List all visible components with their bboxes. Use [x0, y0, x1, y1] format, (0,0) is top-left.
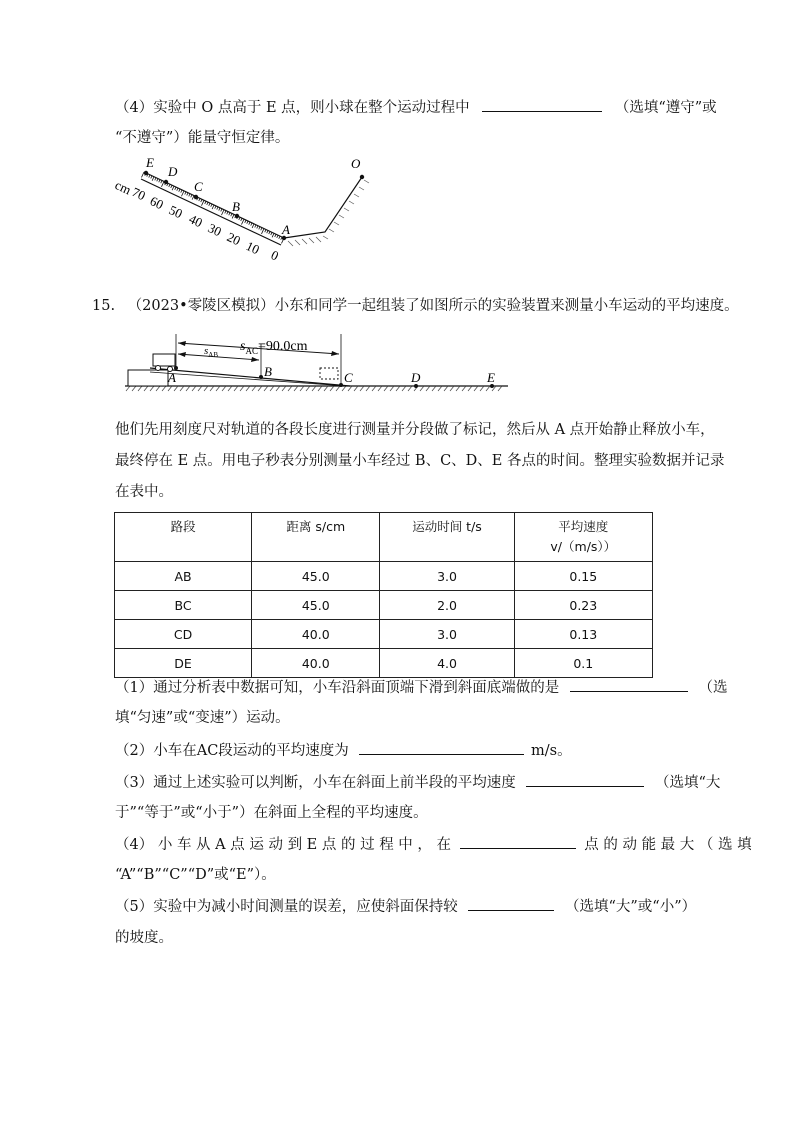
sub5-answer-blank[interactable] [468, 896, 554, 911]
label-d: D [411, 370, 421, 385]
q15-sub1-line1 [115, 677, 727, 698]
tick-20: 20 [224, 229, 243, 249]
q15-para-line2: 最终停在 E 点。用电子秒表分别测量小车经过 B、C、D、E 各点的时间。整理实验数据并记录 [115, 453, 725, 469]
label-b: B [232, 199, 240, 214]
sub3-text-a: （3）通过上述实验可以判断，小车在斜面上前半段的平均速度 [115, 775, 516, 791]
q15-sub4-line2: “A”“B”“C”“D”或“E”）。 [115, 867, 276, 883]
label-e: E [487, 370, 495, 385]
cell: 0.15 [514, 562, 652, 591]
header-avg-speed: 平均速度 v/（m/s）） [514, 513, 652, 562]
header-distance: 距离 s/cm [252, 513, 380, 562]
q14-part4-line2: “不遵守”）能量守恒定律。 [115, 130, 290, 146]
q14-part4-line1 [115, 97, 717, 118]
cell: 40.0 [252, 620, 380, 649]
table-row [115, 562, 653, 591]
figure-incline-cart [120, 330, 520, 392]
cell: BC [115, 591, 252, 620]
sub5-text-a: （5）实验中为减小时间测量的误差，应使斜面保持较 [115, 899, 458, 915]
sub4-text-b: 点 的 动 能 最 大 （ 选 填 [584, 837, 752, 853]
data-table [114, 512, 653, 678]
ground-hatching [126, 386, 502, 391]
q15-intro [92, 296, 739, 316]
support-block [128, 370, 168, 386]
cell: AB [115, 562, 252, 591]
header-segment: 路段 [115, 513, 252, 562]
label-o: O [351, 156, 361, 171]
label-d: D [168, 164, 178, 179]
q15-sub1-line2: 填“匀速”或“变速”）运动。 [115, 710, 290, 726]
q15-para-line3: 在表中。 [115, 484, 173, 500]
header-time: 运动时间 t/s [380, 513, 514, 562]
q14-part4-text-a: （4）实验中 O 点高于 E 点，则小球在整个运动过程中 [115, 100, 470, 116]
q15-sub5-line2: 的坡度。 [115, 930, 173, 946]
tick-10: 10 [243, 238, 262, 258]
figure-ruler-incline [110, 150, 390, 270]
table-row [115, 591, 653, 620]
q14-answer-blank[interactable] [482, 97, 602, 112]
tick-40: 40 [186, 211, 205, 231]
tick-60: 60 [147, 193, 166, 213]
q15-sub2 [115, 740, 572, 761]
cell: 45.0 [252, 562, 380, 591]
cell: 40.0 [252, 649, 380, 678]
track-line [284, 177, 362, 238]
label-c: C [194, 179, 203, 194]
sub3-text-b: （选填“大 [654, 775, 721, 791]
tick-50: 50 [166, 202, 185, 222]
sub1-text-b: （选 [698, 680, 728, 696]
label-a: A [168, 370, 176, 385]
cell: 45.0 [252, 591, 380, 620]
q15-intro-text: （2023•零陵区模拟）小东和同学一起组装了如图所示的实验装置来测量小车运动的平均速度。 [127, 298, 739, 314]
sub1-answer-blank[interactable] [570, 677, 688, 692]
tick-70: 70 [129, 184, 148, 204]
q15-sub3-line1 [115, 772, 720, 793]
cell: 3.0 [380, 620, 514, 649]
sub3-answer-blank[interactable] [526, 772, 644, 787]
tick-30: 30 [205, 220, 224, 240]
cell: 0.23 [514, 591, 652, 620]
cell: 0.1 [514, 649, 652, 678]
sub1-text-a: （1）通过分析表中数据可知，小车沿斜面顶端下滑到斜面底端做的是 [115, 680, 560, 696]
sub5-text-b: （选填“大”或“小”） [564, 899, 697, 915]
point-o-dot [360, 175, 364, 179]
q15-para-line1: 他们先用刻度尺对轨道的各段长度进行测量并分段做了标记，然后从 A 点开始静止释放小车， [115, 422, 715, 438]
point-e-dot [144, 171, 148, 175]
cell: 2.0 [380, 591, 514, 620]
q15-sub5-line1 [115, 896, 696, 917]
cell: CD [115, 620, 252, 649]
cell: 3.0 [380, 562, 514, 591]
cell: 4.0 [380, 649, 514, 678]
sub4-text-a: （4） 小 车 从 A 点 运 动 到 E 点 的 过 程 中 ， 在 [115, 837, 452, 853]
point-c-dot [194, 195, 198, 199]
cell: 0.13 [514, 620, 652, 649]
point-d-dot [164, 180, 168, 184]
q15-sub3-line2: 于”“等于”或“小于”）在斜面上全程的平均速度。 [115, 805, 428, 821]
q15-sub4-line1 [115, 834, 752, 855]
tick-0: 0 [268, 247, 281, 264]
table-row [115, 620, 653, 649]
q14-part4-text-b: （选填“遵守”或 [614, 100, 717, 116]
sub2-answer-blank[interactable] [359, 740, 524, 755]
sub2-text-a: （2）小车在AC段运动的平均速度为 [115, 743, 349, 759]
table-row [115, 649, 653, 678]
label-a: A [282, 222, 290, 237]
sub4-answer-blank[interactable] [460, 834, 576, 849]
q15-number: 15. [92, 298, 116, 314]
point-b-dot [259, 375, 263, 379]
cell: DE [115, 649, 252, 678]
table-header-row [115, 513, 653, 562]
label-b: B [264, 364, 272, 379]
s-ac-label: $s_{AC}=90.0cm$ [240, 339, 308, 356]
sub2-text-b: m/s。 [531, 743, 572, 759]
ruler-unit: cm [112, 177, 134, 198]
s-ab-text: $s_{AB}$ [204, 345, 219, 359]
label-e: E [146, 155, 154, 170]
label-c: C [344, 370, 353, 385]
point-b-dot [235, 214, 239, 218]
cart-at-c-dashed [320, 368, 338, 379]
point-c-dot [339, 383, 343, 387]
